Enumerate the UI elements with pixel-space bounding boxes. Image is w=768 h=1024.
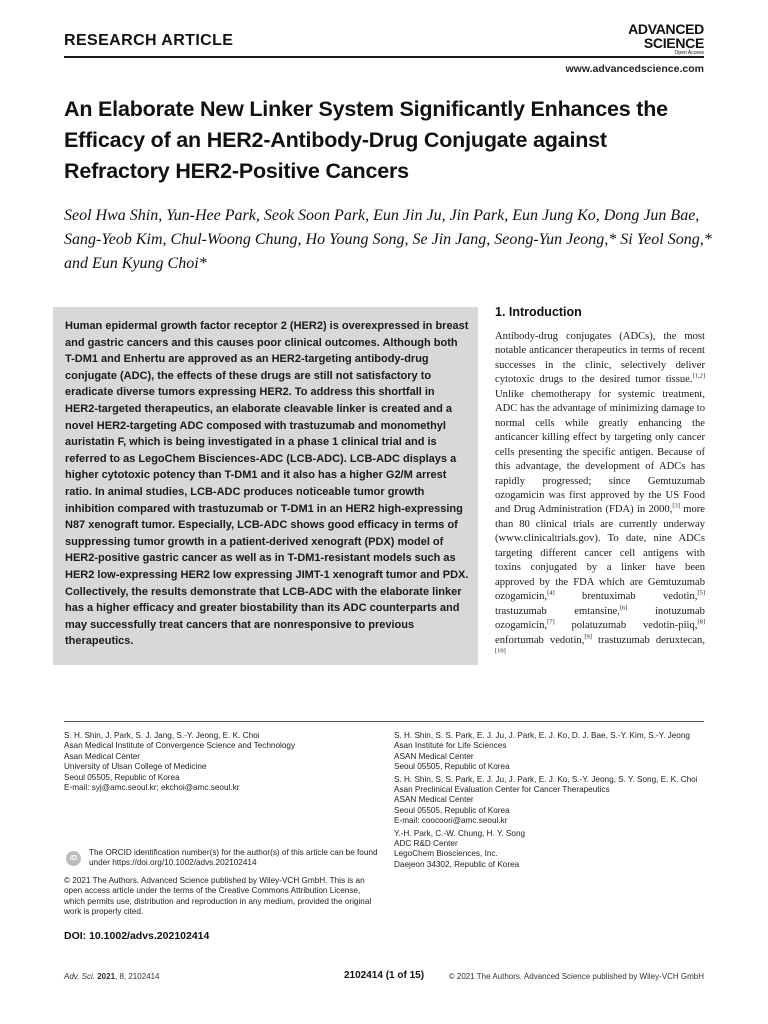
affiliations-right [394, 731, 704, 872]
citation-ref[interactable]: [10] [495, 647, 506, 655]
affiliation-line: ASAN Medical Center [394, 751, 474, 761]
header-divider [64, 56, 704, 58]
intro-text-run: polatuzumab vedotin-piiq, [554, 620, 698, 632]
introduction-paragraph [495, 330, 705, 662]
footer-citation [64, 972, 160, 981]
logo-line-science: SCIENCE [643, 35, 704, 51]
citation-ref[interactable]: [5] [697, 589, 705, 597]
footer-journal: Adv. Sci. [64, 972, 95, 981]
citation-ref[interactable]: [3] [672, 502, 680, 510]
introduction-heading: 1. Introduction [495, 305, 582, 319]
affiliation-block [394, 731, 704, 773]
intro-text-run: Unlike chemotherapy for systemic treatment, ADC has the advantage of minimizing damage to normal cells while greatly enhancing the anticancer killing effect by targeting only cancer cells presenting the specific antigen. Because of this advantage, the development of ADCs has rapidly progressed; since Gemtuzumab ozogamicin was first approved by the US Food and Drug Administration (FDA) in 2000, [495, 388, 705, 516]
affiliation-line: S. H. Shin, S. S. Park, E. J. Ju, J. Park, E. J. Ko, D. J. Bae, S.-Y. Kim, S.-Y. Jeong [394, 731, 690, 740]
abstract-text: Human epidermal growth factor receptor 2 (HER2) is overexpressed in breast and gastric cancers and this causes poor clinical outcomes. Although both T-DM1 and Enhertu are approved as an HER2-targeting antibody-drug conjugate (ADC), the effects of these drugs are still not satisfactory to eradicate diverse tumors expressing HER2. To address this shortfall in HER2-targeted therapeutics, an elaborate cleavable linker is created and a novel HER2-targeting ADC composed with trastuzumab and monomethyl auristatin F, which is being investigated in a phase 1 clinical trial and is referred to as LegoChem Bisciences-ADC (LCB-ADC). LCB-ADC displays a higher cytotoxic potency than T-DM1 and it also has a higher G2/M arrest ratio. In animal studies, LCB-ADC produces noticeable tumor growth inhibition compared with trastuzumab or T-DM1 in an HER2 high-expressing N87 xenograft tumor. Especially, LCB-ADC shows good efficacy in terms of suppressing tumor growth in a patient-derived xenograft (PDX) model of HER2-positive gastric cancer as well as in T-DM1-resistant models such as HER2 low-expressing HER2 low expressing JIMT-1 xenograft tumor and PDX. Collectively, the results demonstrate that LCB-ADC with the elaborate linker has a higher efficacy and greater biostability than its ADC counterparts and may successfully treat cancers that are nonresponsive to previous therapeutics. [65, 320, 469, 648]
affiliation-line: S. H. Shin, S. S. Park, E. J. Ju, J. Park, E. J. Ko, S.-Y. Jeong, S. Y. Song, E. K. Choi [394, 774, 698, 784]
affiliation-line: Seoul 05505, Republic of Korea [64, 772, 180, 782]
citation-ref[interactable]: [8] [697, 618, 705, 626]
journal-logo [600, 22, 704, 56]
footnote-divider [64, 721, 704, 722]
affiliation-line: Seoul 05505, Republic of Korea [394, 805, 510, 815]
citation-ref[interactable]: [1,2] [692, 372, 705, 380]
affiliation-email[interactable]: E-mail: coocoori@amc.seoul.kr [394, 816, 508, 826]
intro-text-run: trastuzumab emtansine, [495, 605, 620, 617]
orcid-icon: iD [66, 851, 81, 866]
doi-link[interactable]: DOI: 10.1002/advs.202102414 [64, 930, 210, 942]
affiliation-line: Seoul 05505, Republic of Korea [394, 762, 510, 772]
orcid-notice: The ORCID identification number(s) for the author(s) of this article can be found under https://doi.org/10.1002/advs.202102414 [89, 848, 378, 868]
citation-ref[interactable]: [7] [547, 618, 555, 626]
affiliation-line: Asan Medical Center [64, 751, 140, 761]
intro-text-run: trastuzumab deruxtecan, [591, 634, 705, 646]
intro-text-run: Antibody-drug conjugates (ADCs), the most notable anticancer therapeutics in terms of recent successes in the clinic, selectively deliver cytotoxic drugs to the desired tumor tissue. [495, 331, 705, 386]
affiliation-line: Asan Medical Institute of Convergence Science and Technology [64, 741, 296, 751]
license-notice: © 2021 The Authors. Advanced Science published by Wiley-VCH GmbH. This is an open access article under the terms of the Creative Commons Attribution License, which permits use, distribution and reproduction in any medium, provided the original work is properly cited. [64, 876, 372, 917]
affiliation-line: S. H. Shin, J. Park, S. J. Jang, S.-Y. Jeong, E. K. Choi [64, 731, 260, 740]
affiliation-email[interactable]: E-mail: syj@amc.seoul.kr; ekchoi@amc.seoul.kr [64, 783, 240, 793]
affiliation-line: University of Ulsan College of Medicine [64, 762, 207, 772]
affiliation-line: Daejeon 34302, Republic of Korea [394, 859, 520, 869]
citation-ref[interactable]: [9] [584, 632, 592, 640]
author-list: Seol Hwa Shin, Yun-Hee Park, Seok Soon Park, Eun Jin Ju, Jin Park, Eun Jung Ko, Dong Jun Bae, Sang-Yeob Kim, Chul-Woong Chung, Ho Young Song, Se Jin Jang, Seong-Yun Jeong,* Si Yeol Song,* and Eun Kyung Choi* [64, 207, 712, 272]
footer-copyright: © 2021 The Authors. Advanced Science published by Wiley-VCH GmbH [448, 972, 704, 981]
citation-ref[interactable]: [6] [619, 604, 628, 612]
logo-line-open-access: Open Access [674, 50, 704, 56]
footer-year: 2021 [97, 972, 116, 981]
affiliation-line: LegoChem Biosciences, Inc. [394, 849, 498, 859]
affiliation-block [394, 829, 704, 871]
affiliation-line: ASAN Medical Center [394, 795, 474, 805]
footer-volume: , 8, 2102414 [115, 972, 160, 981]
affiliation-line: Y.-H. Park, C.-W. Chung, H. Y. Song [394, 828, 526, 838]
intro-text-run: more than 80 clinical trials are currently underway (www.clinicaltrials.gov). To date, nine ADCs targeting different cancer cell antigens with toxins conjugated by a linker have been approved by the FDA which are Gemtuzumab ozogamicin, [495, 504, 705, 603]
section-label: RESEARCH ARTICLE [64, 32, 234, 49]
affiliations-left [64, 731, 374, 793]
article-title: An Elaborate New Linker System Significantly Enhances the Efficacy of an HER2-Antibody-Drug Conjugate against Refractory HER2-Positive Cancers [64, 97, 668, 183]
affiliation-block [394, 775, 704, 827]
page-number: 2102414 (1 of 15) [344, 970, 425, 981]
journal-website-link[interactable]: www.advancedscience.com [565, 63, 704, 75]
page-footer [64, 970, 704, 984]
intro-text-run: brentuximab vedotin, [554, 591, 698, 603]
intro-text-run: enfortumab vedotin, [495, 634, 585, 646]
affiliation-line: Asan Institute for Life Sciences [394, 741, 507, 751]
logo-line-advanced: ADVANCED [628, 21, 704, 37]
affiliation-line: Asan Preclinical Evaluation Center for Cancer Therapeutics [394, 785, 610, 795]
affiliation-line: ADC R&D Center [394, 839, 458, 849]
intro-text-run: inotuzumab ozogamicin, [495, 605, 705, 632]
citation-ref[interactable]: [4] [547, 589, 555, 597]
